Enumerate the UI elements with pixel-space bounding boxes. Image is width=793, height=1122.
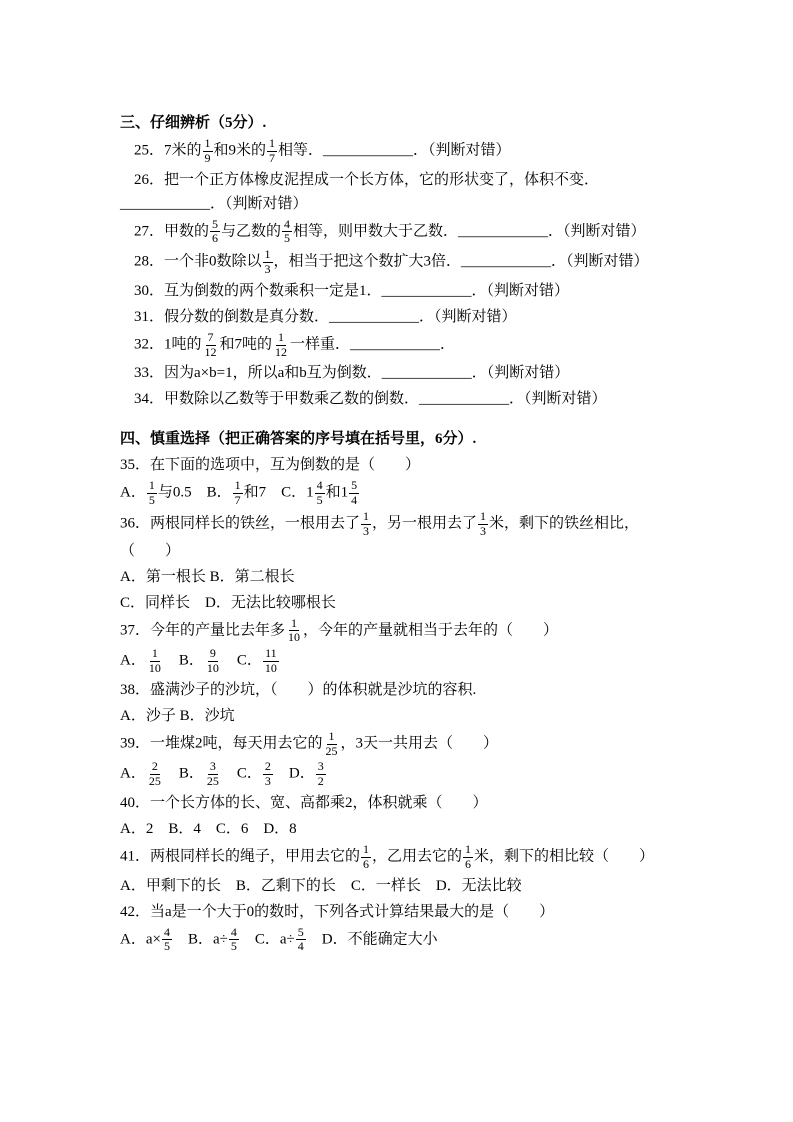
text-run: 与乙数的 bbox=[221, 223, 282, 240]
fraction-numerator: 3 bbox=[317, 759, 324, 774]
text-run: A．沙子 B．沙坑 bbox=[120, 707, 235, 724]
text-run: 33．因为a×b=1，所以a和b互为倒数． bbox=[134, 365, 382, 382]
text-run: 40．一个长方体的长、宽、高都乘2，体积就乘（ ） bbox=[120, 794, 488, 811]
fraction bbox=[203, 137, 213, 166]
text-run: ．（判断对错） bbox=[471, 282, 570, 299]
fraction bbox=[147, 479, 157, 508]
fraction bbox=[162, 926, 172, 955]
text-run: ，相当于把这个数扩大3倍． bbox=[273, 253, 462, 270]
text-run: 25．7米的 bbox=[134, 142, 202, 159]
fraction bbox=[263, 760, 273, 789]
question-line bbox=[120, 790, 675, 816]
text-run: C．a÷ bbox=[239, 931, 295, 948]
fraction-denominator: 3 bbox=[264, 261, 271, 276]
fraction bbox=[324, 730, 340, 759]
fraction-denominator: 6 bbox=[363, 856, 370, 871]
fraction-numerator: 1 bbox=[234, 478, 241, 493]
fraction-denominator: 9 bbox=[204, 150, 211, 165]
fraction-denominator: 3 bbox=[363, 523, 370, 538]
fraction-denominator: 6 bbox=[465, 856, 472, 871]
option-line bbox=[120, 703, 675, 729]
question-line bbox=[120, 386, 675, 412]
section-title: 四、慎重选择（把正确答案的序号填在括号里，6分）. bbox=[120, 431, 477, 448]
text-run: 26．把一个正方体橡皮泥捏成一个长方体，它的形状变了，体积不变． bbox=[134, 171, 600, 188]
text-run: A． bbox=[120, 652, 146, 669]
fraction-numerator: 5 bbox=[212, 216, 219, 231]
fraction-denominator: 3 bbox=[480, 523, 487, 538]
fraction-denominator: 10 bbox=[288, 630, 301, 645]
option-line bbox=[120, 590, 675, 616]
text-run: ． bbox=[440, 336, 456, 353]
fraction-denominator: 10 bbox=[148, 660, 161, 675]
fraction-denominator: 6 bbox=[212, 231, 219, 246]
fraction-denominator: 7 bbox=[234, 493, 241, 508]
fraction bbox=[361, 510, 371, 539]
question-line bbox=[120, 616, 675, 647]
fraction-denominator: 3 bbox=[264, 774, 271, 789]
question-line bbox=[120, 330, 675, 361]
text-run: ．（判断对错） bbox=[210, 195, 308, 212]
fraction bbox=[463, 843, 473, 872]
fraction-numerator: 4 bbox=[284, 216, 291, 231]
question-line bbox=[120, 509, 675, 564]
option-line bbox=[120, 873, 675, 899]
text-run: ．（判断对错） bbox=[419, 308, 517, 325]
question-line bbox=[120, 278, 675, 304]
fraction-denominator: 12 bbox=[275, 344, 288, 359]
fraction-denominator: 10 bbox=[206, 660, 219, 675]
option-line bbox=[120, 925, 675, 956]
text-run: 27．甲数的 bbox=[134, 223, 210, 240]
question-line bbox=[120, 729, 675, 760]
fraction-numerator: 1 bbox=[363, 508, 370, 523]
text-run: 42．当a是一个大于0的数时，下列各式计算结果最大的是（ ） bbox=[120, 903, 555, 920]
text-run: 相等． bbox=[278, 142, 324, 159]
text-run: ．（判断对错） bbox=[413, 142, 511, 159]
fraction-numerator: 1 bbox=[278, 329, 285, 344]
fraction-numerator: 1 bbox=[465, 841, 472, 856]
question-line bbox=[120, 677, 675, 703]
question-line bbox=[120, 360, 675, 386]
text-run: 38．盛满沙子的沙坑，（ ）的体积就是沙坑的容积. bbox=[120, 681, 477, 698]
text-run: 35．在下面的选项中，互为倒数的是（ ） bbox=[120, 457, 421, 474]
fraction-numerator: 4 bbox=[230, 924, 237, 939]
text-run: ．（判断对错） bbox=[548, 223, 646, 240]
text-run: 和7吨的 bbox=[219, 336, 273, 353]
question-line bbox=[120, 842, 675, 873]
fraction bbox=[273, 331, 289, 360]
question-line bbox=[120, 247, 675, 278]
question-line bbox=[120, 167, 675, 217]
fraction bbox=[210, 218, 220, 247]
fraction-numerator: 2 bbox=[264, 759, 271, 774]
fraction-numerator: 1 bbox=[269, 136, 276, 150]
fraction bbox=[316, 760, 326, 789]
text-run: ．（判断对错） bbox=[509, 391, 607, 408]
text-run: C．同样长 D．无法比较哪根长 bbox=[120, 594, 336, 611]
text-run: 39．一堆煤2吨，每天用去它的 bbox=[120, 735, 323, 752]
option-line bbox=[120, 646, 675, 677]
fraction-numerator: 1 bbox=[480, 508, 487, 523]
text-run: 米，剩下的相比较（ ） bbox=[474, 848, 655, 865]
fraction bbox=[147, 760, 163, 789]
question-line bbox=[120, 899, 675, 925]
fraction bbox=[478, 510, 488, 539]
fraction-denominator: 7 bbox=[269, 150, 276, 165]
answer-blank: ____________ bbox=[329, 308, 420, 325]
answer-blank: ____________ bbox=[381, 365, 472, 382]
text-run: 和7 C．1 bbox=[243, 485, 314, 502]
fraction-denominator: 25 bbox=[148, 774, 161, 789]
text-run: ．（判断对错） bbox=[471, 365, 570, 382]
fraction bbox=[205, 647, 221, 676]
fraction bbox=[296, 926, 306, 955]
option-line bbox=[120, 564, 675, 590]
text-run: 和9米的 bbox=[213, 142, 267, 159]
fraction-denominator: 5 bbox=[284, 231, 291, 246]
text-run: A．第一根长 B．第二根长 bbox=[120, 568, 295, 585]
section-lines bbox=[120, 136, 675, 412]
text-run: B． bbox=[163, 766, 204, 783]
option-line bbox=[120, 759, 675, 790]
text-run: ．（判断对错） bbox=[551, 253, 649, 270]
fraction-numerator: 1 bbox=[204, 136, 211, 150]
fraction bbox=[315, 479, 325, 508]
text-run: A．甲剩下的长 B．乙剩下的长 C．一样长 D．无法比较 bbox=[120, 877, 522, 894]
fraction bbox=[286, 617, 302, 646]
answer-blank: ____________ bbox=[419, 391, 510, 408]
fraction-denominator: 10 bbox=[264, 660, 277, 675]
text-run: B． bbox=[163, 652, 204, 669]
fraction-numerator: 3 bbox=[209, 759, 216, 774]
fraction-numerator: 1 bbox=[363, 841, 370, 856]
fraction-numerator: 2 bbox=[151, 759, 158, 774]
fraction-numerator: 4 bbox=[163, 924, 170, 939]
fraction-denominator: 25 bbox=[206, 774, 219, 789]
answer-blank: ____________ bbox=[461, 253, 552, 270]
text-run: 和1 bbox=[325, 485, 349, 502]
question-line bbox=[120, 217, 675, 248]
text-run: ，今年的产量就相当于去年的（ ） bbox=[303, 622, 559, 639]
fraction-numerator: 1 bbox=[264, 247, 271, 262]
fraction-numerator: 9 bbox=[209, 646, 216, 661]
section-title: 三、仔细辨析（5分）. bbox=[120, 115, 267, 131]
fraction-denominator: 5 bbox=[230, 939, 237, 954]
text-run: A．2 B．4 C．6 D．8 bbox=[120, 820, 297, 837]
text-run: 36．两根同样长的铁丝，一根用去了 bbox=[120, 515, 361, 532]
answer-blank: ____________ bbox=[458, 223, 549, 240]
answer-blank: ____________ bbox=[323, 142, 414, 159]
text-run: 米，剩下的铁丝相比，（ ） bbox=[120, 515, 640, 559]
fraction-numerator: 11 bbox=[265, 646, 277, 661]
text-run: 28．一个非0数除以 bbox=[134, 253, 262, 270]
text-run: B．a÷ bbox=[172, 931, 228, 948]
fraction-numerator: 1 bbox=[291, 615, 298, 630]
question-line bbox=[120, 304, 675, 330]
fraction-denominator: 4 bbox=[297, 939, 304, 954]
text-run: 与0.5 B． bbox=[157, 485, 232, 502]
fraction-denominator: 2 bbox=[317, 774, 324, 789]
fraction-denominator: 5 bbox=[163, 939, 170, 954]
answer-blank: ____________ bbox=[381, 282, 472, 299]
fraction-numerator: 7 bbox=[207, 329, 214, 344]
text-run: C． bbox=[221, 652, 262, 669]
fraction-numerator: 1 bbox=[151, 646, 158, 661]
fraction-numerator: 1 bbox=[328, 728, 335, 743]
text-run: 一样重． bbox=[290, 336, 351, 353]
section-careful-choice bbox=[120, 426, 675, 955]
text-run: 32．1吨的 bbox=[134, 336, 202, 353]
question-line bbox=[120, 136, 675, 167]
option-line bbox=[120, 816, 675, 842]
text-run: ，乙用去它的 bbox=[372, 848, 463, 865]
fraction bbox=[233, 479, 243, 508]
text-run: C． bbox=[221, 766, 262, 783]
text-run: A． bbox=[120, 766, 146, 783]
fraction-numerator: 1 bbox=[148, 478, 155, 493]
text-run: A．a× bbox=[120, 931, 161, 948]
section-careful-analysis bbox=[120, 110, 675, 412]
text-run: ，另一根用去了 bbox=[372, 515, 478, 532]
fraction bbox=[349, 479, 359, 508]
answer-blank: ____________ bbox=[120, 195, 210, 212]
fraction-numerator: 4 bbox=[316, 478, 323, 493]
text-run: 相等，则甲数大于乙数． bbox=[293, 223, 459, 240]
text-run: 41．两根同样长的绳子，甲用去它的 bbox=[120, 848, 361, 865]
text-run: 30．互为倒数的两个数乘积一定是1． bbox=[134, 282, 382, 299]
fraction-denominator: 5 bbox=[316, 493, 323, 508]
fraction-numerator: 5 bbox=[297, 924, 304, 939]
fraction bbox=[361, 843, 371, 872]
text-run: 37．今年的产量比去年多 bbox=[120, 622, 286, 639]
fraction bbox=[147, 647, 163, 676]
fraction-denominator: 4 bbox=[351, 493, 358, 508]
fraction bbox=[205, 760, 221, 789]
section-lines bbox=[120, 452, 675, 955]
fraction bbox=[203, 331, 219, 360]
fraction bbox=[282, 218, 292, 247]
text-run: ，3天一共用去（ ） bbox=[340, 735, 499, 752]
text-run: D．不能确定大小 bbox=[306, 931, 438, 948]
fraction bbox=[229, 926, 239, 955]
text-run: 31．假分数的倒数是真分数． bbox=[134, 308, 330, 325]
fraction-denominator: 25 bbox=[325, 743, 338, 758]
fraction bbox=[267, 137, 277, 166]
fraction-denominator: 12 bbox=[204, 344, 217, 359]
fraction-numerator: 5 bbox=[351, 478, 358, 493]
text-run: 34．甲数除以乙数等于甲数乘乙数的倒数． bbox=[134, 391, 420, 408]
text-run: D． bbox=[273, 766, 315, 783]
fraction-denominator: 5 bbox=[148, 493, 155, 508]
answer-blank: ____________ bbox=[350, 336, 441, 353]
fraction bbox=[263, 647, 279, 676]
question-line bbox=[120, 452, 675, 478]
option-line bbox=[120, 478, 675, 509]
text-run: A． bbox=[120, 485, 146, 502]
fraction bbox=[263, 248, 273, 277]
